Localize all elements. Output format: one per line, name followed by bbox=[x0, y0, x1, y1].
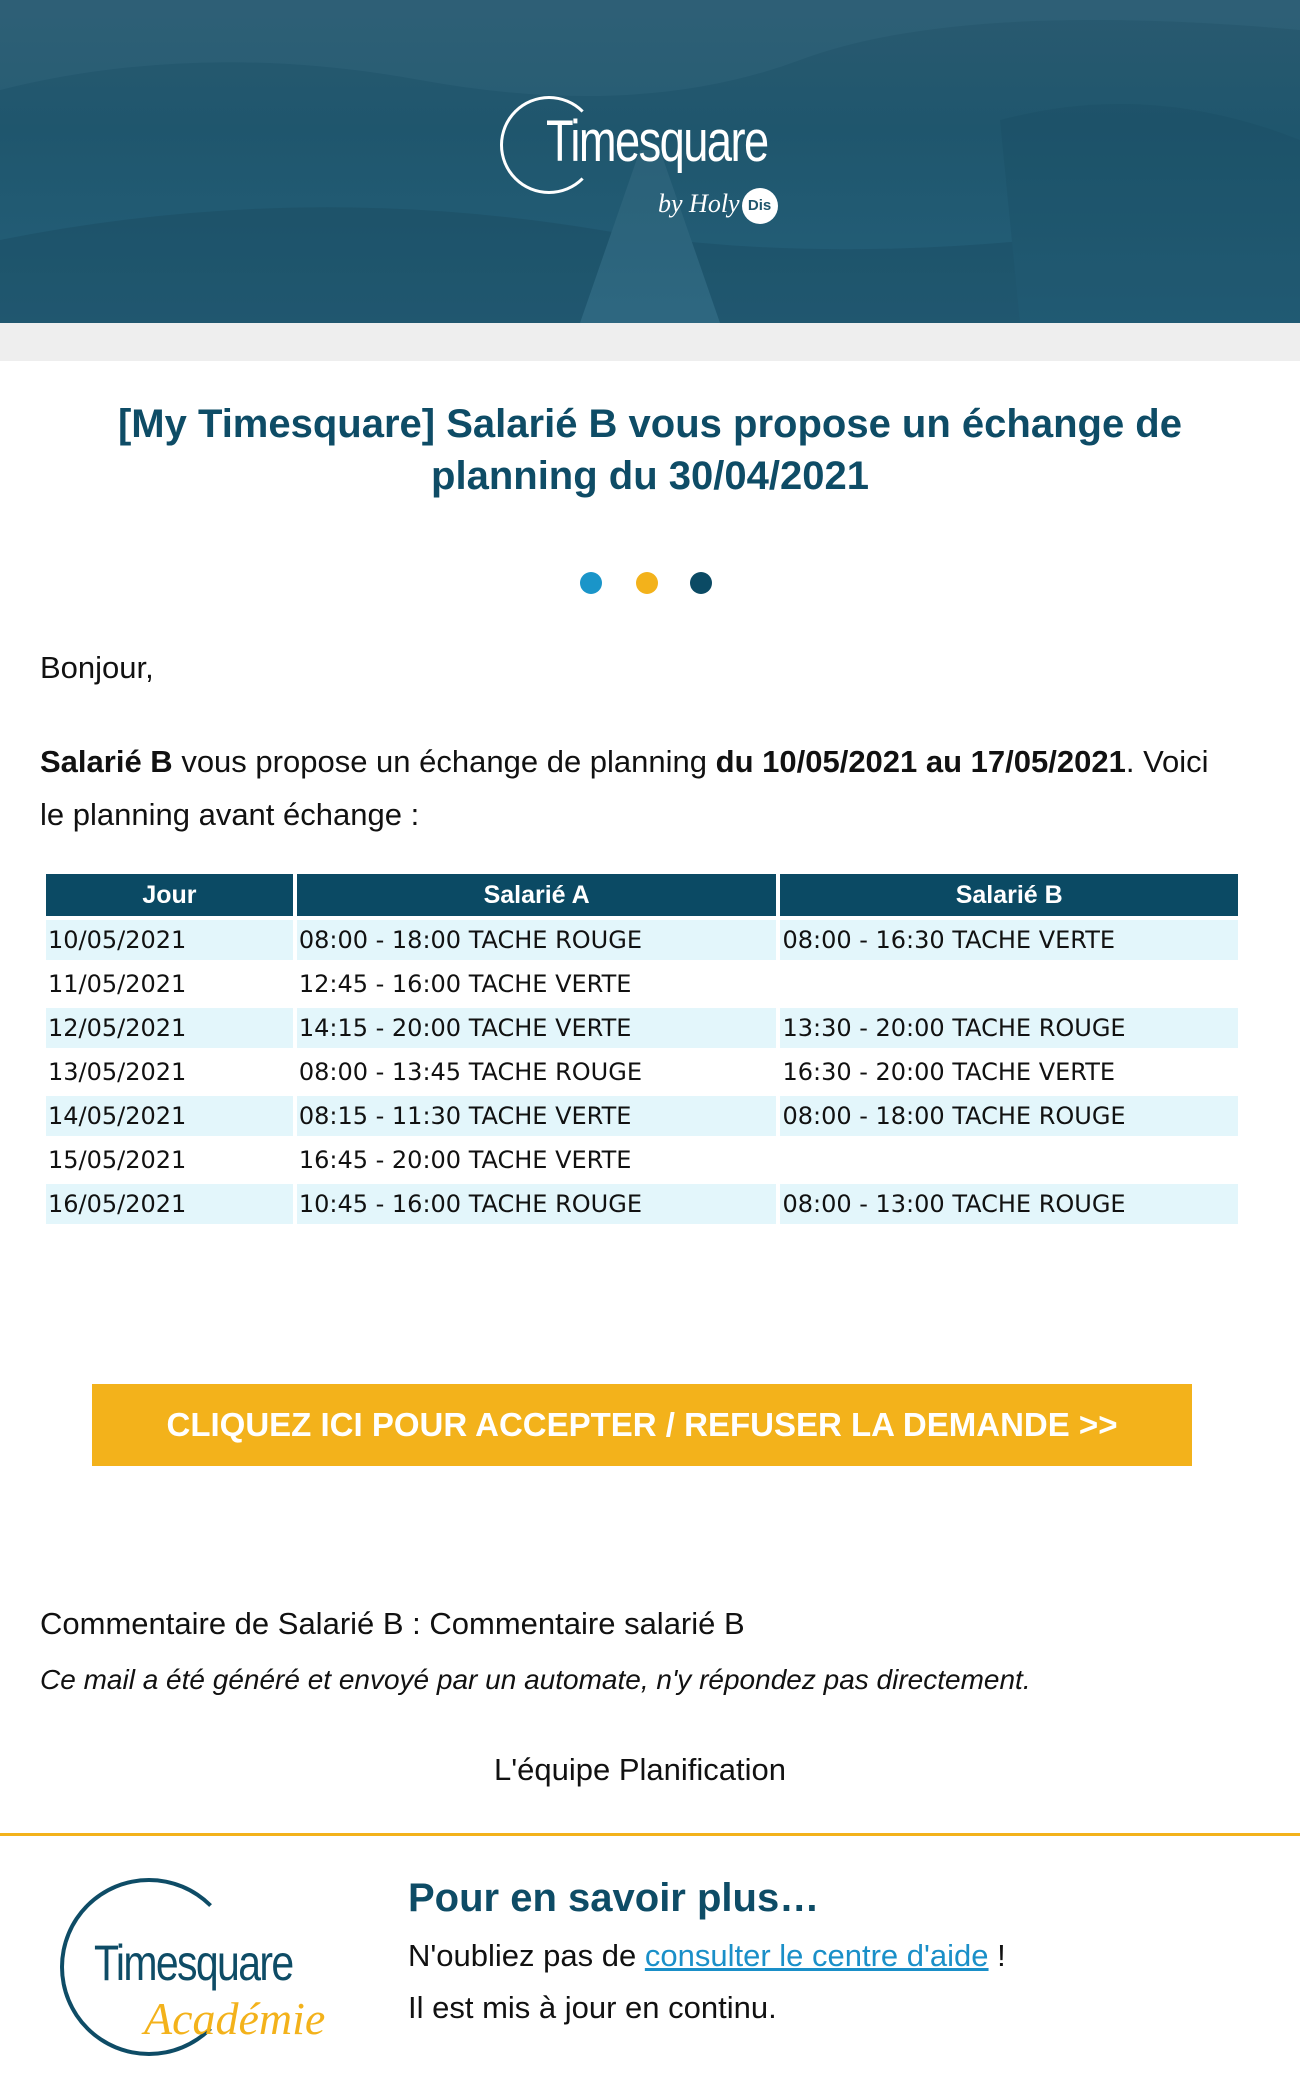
cell-salarie-b: 08:00 - 13:00 TACHE ROUGE bbox=[780, 1184, 1238, 1224]
cell-salarie-b: 08:00 - 18:00 TACHE ROUGE bbox=[780, 1096, 1238, 1136]
cell-salarie-a: 14:15 - 20:00 TACHE VERTE bbox=[297, 1008, 777, 1048]
cell-salarie-a: 12:45 - 16:00 TACHE VERTE bbox=[297, 964, 777, 1004]
cell-salarie-a: 08:00 - 18:00 TACHE ROUGE bbox=[297, 920, 777, 960]
cell-day: 15/05/2021 bbox=[46, 1140, 293, 1180]
footer-title: Pour en savoir plus… bbox=[408, 1876, 820, 1920]
divider-band bbox=[0, 323, 1300, 361]
planning-table bbox=[42, 870, 1242, 1228]
table-row bbox=[46, 1184, 1238, 1224]
column-header-jour: Jour bbox=[46, 874, 293, 916]
footer-help-line: N'oubliez pas de consulter le centre d'aide ! bbox=[408, 1938, 1006, 1973]
help-center-link[interactable]: consulter le centre d'aide bbox=[644, 1938, 989, 1973]
dot-dark-icon bbox=[690, 572, 712, 594]
decorative-dots bbox=[580, 572, 720, 596]
sender-comment: Commentaire de Salarié B : Commentaire salarié B bbox=[40, 1606, 745, 1641]
cell-day: 12/05/2021 bbox=[46, 1008, 293, 1048]
intro-paragraph bbox=[40, 735, 1240, 841]
cell-salarie-a: 08:15 - 11:30 TACHE VERTE bbox=[297, 1096, 777, 1136]
logo-byline: by Holy Dis bbox=[658, 188, 778, 224]
cell-salarie-b: 08:00 - 16:30 TACHE VERTE bbox=[780, 920, 1238, 960]
table-header-row bbox=[46, 874, 1238, 916]
column-header-salarie-a: Salarié A bbox=[297, 874, 777, 916]
cell-day: 10/05/2021 bbox=[46, 920, 293, 960]
cell-salarie-b bbox=[780, 964, 1238, 1004]
cell-day: 16/05/2021 bbox=[46, 1184, 293, 1224]
table-row bbox=[46, 1008, 1238, 1048]
footer-divider bbox=[0, 1833, 1300, 1836]
signature: L'équipe Planification bbox=[493, 1752, 787, 1787]
cell-salarie-a: 16:45 - 20:00 TACHE VERTE bbox=[297, 1140, 777, 1180]
logo-text: Timesquare bbox=[546, 109, 768, 174]
dot-blue-icon bbox=[580, 572, 602, 594]
cell-salarie-b: 16:30 - 20:00 TACHE VERTE bbox=[780, 1052, 1238, 1092]
cell-salarie-a: 08:00 - 13:45 TACHE ROUGE bbox=[297, 1052, 777, 1092]
footer-update-line: Il est mis à jour en continu. bbox=[408, 1990, 777, 2025]
accept-refuse-button[interactable]: CLIQUEZ ICI POUR ACCEPTER / REFUSER LA DEMANDE >> bbox=[92, 1384, 1192, 1466]
cell-day: 14/05/2021 bbox=[46, 1096, 293, 1136]
timesquare-academie-logo[interactable] bbox=[60, 1872, 326, 2062]
table-row bbox=[46, 964, 1238, 1004]
column-header-salarie-b: Salarié B bbox=[780, 874, 1238, 916]
timesquare-logo[interactable] bbox=[498, 92, 818, 232]
logo-dis-badge: Dis bbox=[742, 188, 778, 224]
header-banner bbox=[0, 0, 1300, 323]
automated-notice: Ce mail a été généré et envoyé par un automate, n'y répondez pas directement. bbox=[40, 1664, 1031, 1695]
table-row bbox=[46, 1140, 1238, 1180]
cell-salarie-a: 10:45 - 16:00 TACHE ROUGE bbox=[297, 1184, 777, 1224]
academie-logo-bottom: Académie bbox=[144, 1993, 326, 2044]
dot-yellow-icon bbox=[636, 572, 658, 594]
sender-name: Salarié B bbox=[40, 744, 173, 779]
intro-text-1: vous propose un échange de planning bbox=[172, 744, 716, 779]
table-row bbox=[46, 1052, 1238, 1092]
table-row bbox=[46, 1096, 1238, 1136]
cell-day: 11/05/2021 bbox=[46, 964, 293, 1004]
intro-text-2: . Voici le planning avant échange : bbox=[40, 744, 1209, 832]
cell-day: 13/05/2021 bbox=[46, 1052, 293, 1092]
table-row bbox=[46, 920, 1238, 960]
academie-logo-top: Timesquare bbox=[94, 1935, 293, 1991]
exchange-period: du 10/05/2021 au 17/05/2021 bbox=[715, 744, 1126, 779]
greeting: Bonjour, bbox=[40, 650, 154, 685]
cell-salarie-b bbox=[780, 1140, 1238, 1180]
email-title: [My Timesquare] Salarié B vous propose un échange de planning du 30/04/2021 bbox=[117, 402, 1182, 498]
cell-salarie-b: 13:30 - 20:00 TACHE ROUGE bbox=[780, 1008, 1238, 1048]
